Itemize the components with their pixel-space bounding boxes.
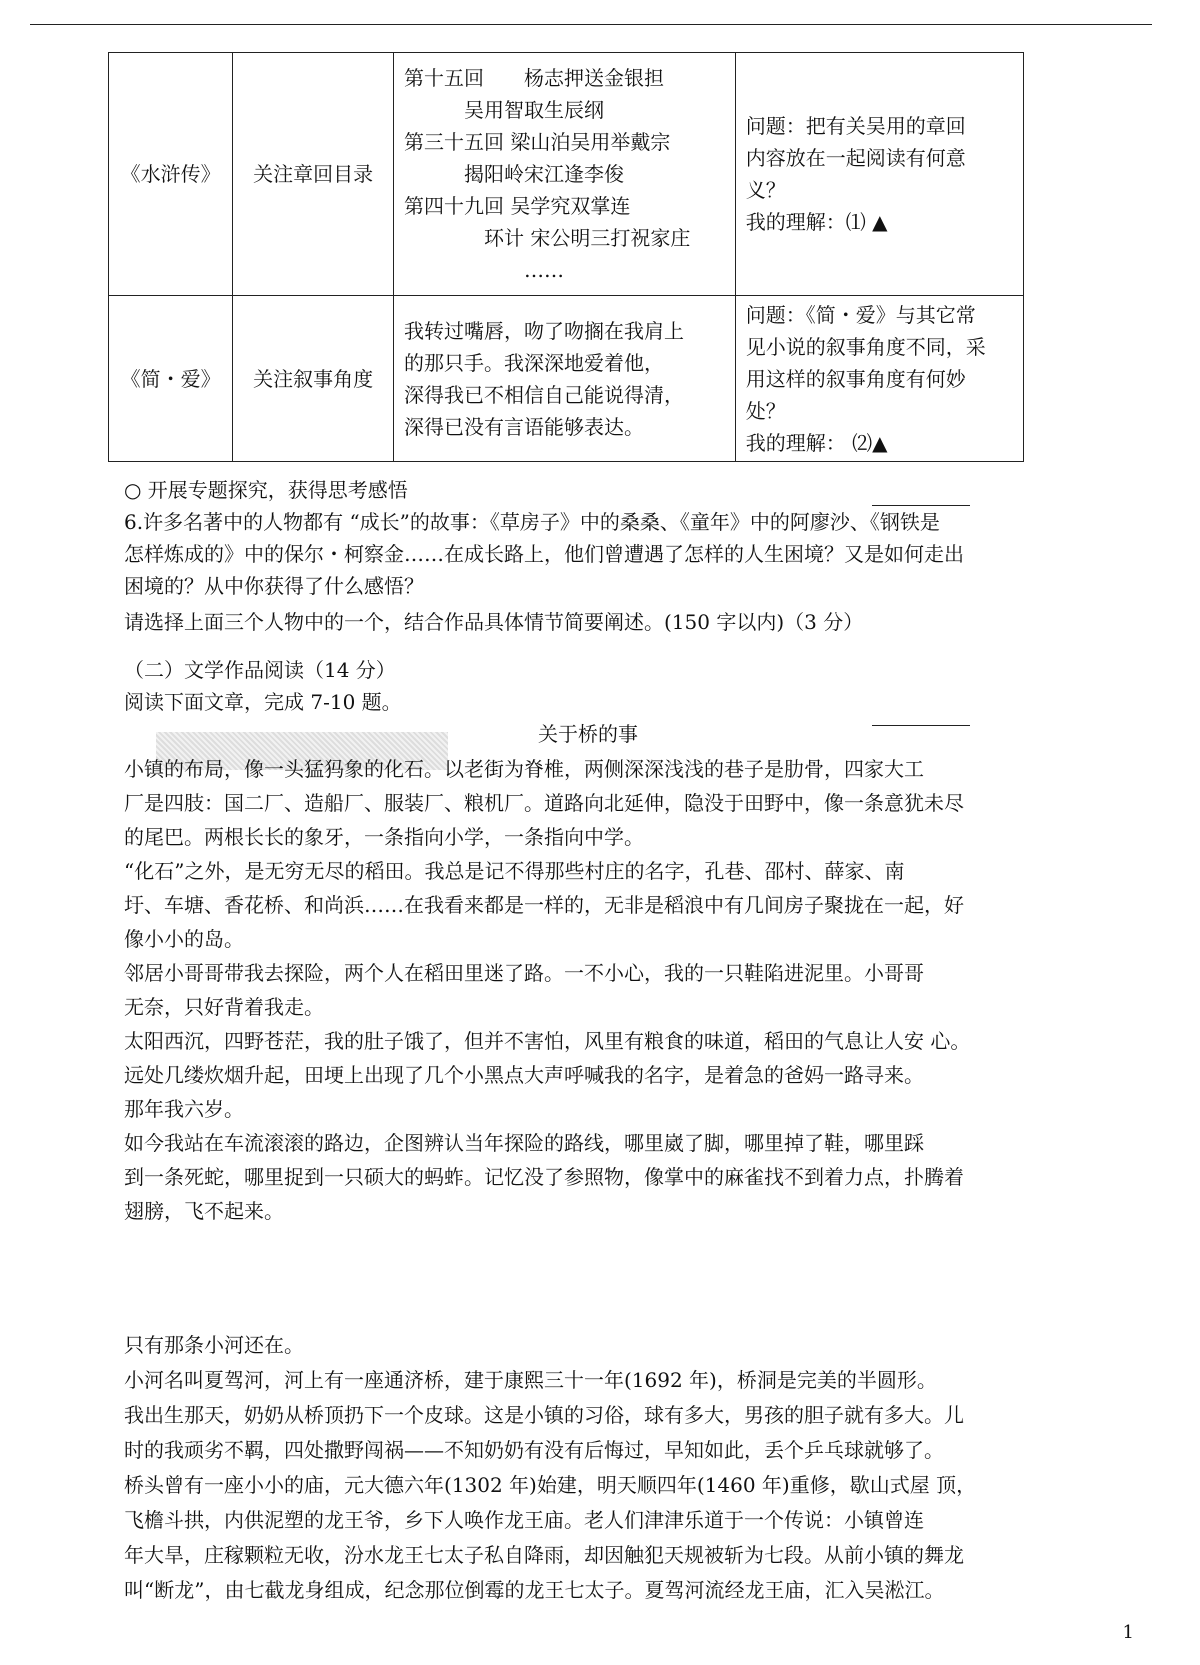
underline-mark [872,725,970,726]
question-cell [735,296,1023,462]
paragraph-line: 飞檐斗拱，内供泥塑的龙王爷，乡下人唤作龙王庙。老人们津津乐道于一个传说：小镇曾连 [124,1508,924,1532]
question-line: 问题：把有关吴用的章回 [745,114,966,138]
part2-instruction: 阅读下面文章，完成 7-10 题。 [124,690,402,714]
excerpt-cell [394,296,736,462]
paragraph-line: 只有那条小河还在。 [124,1333,304,1357]
paragraph-line: 年大旱，庄稼颗粒无收，汾水龙王七太子私自降雨，却因触犯天规被斩为七段。从前小镇的舞龙 [124,1543,964,1567]
excerpt-line: 第十五回 杨志押送金银担 [404,66,664,90]
paragraph-line: 远处几缕炊烟升起，田埂上出现了几个小黑点大声呼喊我的名字，是着急的爸妈一路寻来。 [124,1063,924,1087]
paragraph-line: 无奈，只好背着我走。 [124,995,324,1019]
paragraph-line: 太阳西沉，四野苍茫，我的肚子饿了，但并不害怕，风里有粮食的味道，稻田的气息让人安 心。 [124,1029,971,1053]
excerpt-line: 我转过嘴唇，吻了吻搁在我肩上 [404,318,684,343]
article-body-b [124,1328,976,1608]
paragraph-line: 邻居小哥哥带我去探险，两个人在稻田里迷了路。一不小心，我的一只鞋陷进泥里。小哥哥 [124,961,924,985]
q6-line: 6.许多名著中的人物都有 “成长”的故事：《草房子》中的桑桑、《童年》中的阿廖沙、《钢铁是 [124,510,940,534]
q6-line: 困境的？从中你获得了什么感悟？ [124,574,424,598]
q6-line: 请选择上面三个人物中的一个，结合作品具体情节简要阐述。(150 字以内)（3 分） [124,610,864,634]
excerpt-line: …… [404,258,564,282]
paragraph-line: 圩、车塘、香花桥、和尚浜……在我看来都是一样的，无非是稻浪中有几间房子聚拢在一起，好 [124,893,964,917]
excerpt-line: 第四十九回 吴学究双掌连 [404,194,631,218]
question-line: 用这样的叙事角度有何妙 [745,366,966,391]
question-cell [735,53,1023,296]
book-title: 《水浒传》 [109,53,233,296]
question-line: 处？ [745,398,786,423]
paragraph-line: 像小小的岛。 [124,927,244,951]
paragraph-line: 小河名叫夏驾河，河上有一座通济桥，建于康熙三十一年(1692 年)，桥洞是完美的半圆形。 [124,1368,937,1392]
excerpt-line: 第三十五回 梁山泊吴用举戴宗 [404,130,671,154]
question-line: 我的理解：⑴ ▲ [745,210,888,234]
excerpt-line: 深得我已不相信自己能说得清， [404,382,684,407]
focus-label: 关注叙事角度 [233,296,394,462]
paragraph-line: 叫“断龙”，由七截龙身组成，纪念那位倒霉的龙王七太子。夏驾河流经龙王庙，汇入吴淞江。 [124,1578,945,1602]
q6-line: 怎样炼成的》中的保尔・柯察金……在成长路上，他们曾遭遇了怎样的人生困境？又是如何走出 [124,542,964,566]
article-title: 关于桥的事 [538,722,638,746]
excerpt-line: 揭阳岭宋江逢李俊 [404,162,624,186]
table-row [109,53,1024,296]
question-line: 义？ [745,178,786,202]
paragraph-line: 时的我顽劣不羁，四处撒野闯祸——不知奶奶有没有后悔过，早知如此，丢个乒乓球就够了。 [124,1438,944,1462]
header-rule [30,24,1152,25]
excerpt-line: 环计 宋公明三打祝家庄 [404,226,691,250]
page-number: 1 [1122,1622,1134,1643]
paragraph-line: 那年我六岁。 [124,1097,244,1121]
table-row [109,296,1024,462]
document-page [108,52,1068,462]
focus-label: 关注章回目录 [233,53,394,296]
underline-mark [872,505,970,506]
paragraph-line: 我出生那天，奶奶从桥顶扔下一个皮球。这是小镇的习俗，球有多大，男孩的胆子就有多大。儿 [124,1403,964,1427]
paragraph-line: 到一条死蛇，哪里捉到一只硕大的蚂蚱。记忆没了参照物，像掌中的麻雀找不到着力点，扑腾着 [124,1165,964,1189]
excerpt-line: 的那只手。我深深地爱着他， [404,350,664,375]
paragraph-line: “化石”之外，是无穷无尽的稻田。我总是记不得那些村庄的名字，孔巷、邵村、薛家、南 [124,859,905,883]
paragraph-line: 的尾巴。两根长长的象牙，一条指向小学，一条指向中学。 [124,825,644,849]
section-heading: ○ 开展专题探究，获得思考感悟 [124,478,408,502]
question-line: 见小说的叙事角度不同，采 [745,334,986,359]
question-line: 内容放在一起阅读有何意 [745,146,966,170]
paragraph-line: 小镇的布局，像一头猛犸象的化石。以老街为脊椎，两侧深深浅浅的巷子是肋骨，四家大工 [124,757,924,781]
paragraph-line: 翅膀，飞不起来。 [124,1199,284,1223]
paragraph-line: 厂是四肢：国二厂、造船厂、服装厂、粮机厂。道路向北延伸，隐没于田野中，像一条意犹未尽 [124,791,964,815]
paragraph-line: 如今我站在车流滚滚的路边，企图辨认当年探险的路线，哪里崴了脚，哪里掉了鞋，哪里踩 [124,1131,924,1155]
part2-title: （二）文学作品阅读（14 分） [124,658,396,682]
question-line: 问题：《简・爱》与其它常 [745,302,976,327]
article-body-a [124,752,970,1228]
excerpt-line: 吴用智取生辰纲 [404,98,604,122]
paragraph-line: 桥头曾有一座小小的庙，元大德六年(1302 年)始建，明天顺四年(1460 年)重修，歇山式屋 顶， [124,1473,977,1497]
excerpt-cell [394,53,736,296]
excerpt-line: 深得已没有言语能够表达。 [404,414,644,439]
reading-table [108,52,1024,462]
question-line: 我的理解： ⑵▲ [745,430,888,455]
book-title: 《简・爱》 [109,296,233,462]
